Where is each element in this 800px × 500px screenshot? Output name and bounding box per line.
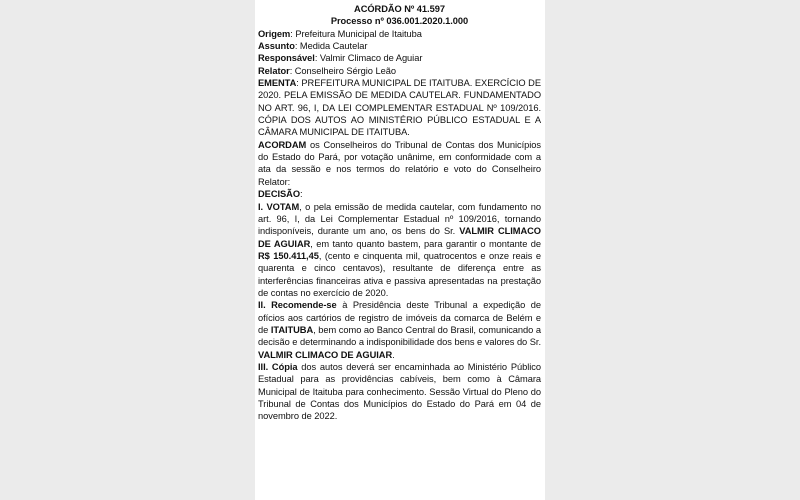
decisao-label: DECISÃO [258,189,301,200]
item-two-name: VALMIR CLIMACO DE AGUIAR [258,349,393,360]
item-one-amount: R$ 150.411,45 [258,250,319,261]
assunto-label: Assunto [258,41,295,52]
decisao-heading [258,188,541,200]
responsavel-field [258,52,541,64]
ementa-label: EMENTA [258,78,297,89]
item-two-city: ITAITUBA [270,324,314,335]
responsavel-value: : Valmir Climaco de Aguiar [314,53,423,64]
document-page [255,0,545,500]
item-two-text-b: , bem como ao Banco Central do Brasil, comunicando a decisão e determinando a indisponibilidade dos bens e valores do Sr. [258,324,541,348]
process-number: Processo nº 036.001.2020.1.000 [330,16,469,27]
item-one-paragraph [258,201,541,300]
item-one-text-c: , (cento e cinquenta mil, quatrocentos e onze reais e quarenta e cinco centavos), resultante de diferença entre as interferências financeiras ativa e passiva apresentadas na prestação de contas no exercício de 2020. [258,250,541,298]
left-background [0,0,255,500]
item-one-label: I. VOTAM [258,201,300,212]
responsavel-label: Responsável [258,53,315,64]
origem-field [258,28,541,40]
ementa-text: : PREFEITURA MUNICIPAL DE ITAITUBA. EXERCÍCIO DE 2020. PELA EMISSÃO DE MEDIDA CAUTELAR. FUNDAMENTADO NO ART. 96, I, DA LEI COMPLEMENTAR ESTADUAL Nº 109/2016. CÓPIA DOS AUTOS AO MINISTÉRIO PÚBLICO ESTADUAL E A CÂMARA MUNICIPAL DE ITAITUBA. [258,78,541,138]
right-background [545,0,800,500]
decisao-colon: : [300,189,303,200]
acordam-text: os Conselheiros do Tribunal de Contas dos Municípios do Estado do Pará, por votação unânime, em conformidade com a ata da sessão e nos termos do relatório e voto do Conselheiro Relator: [258,139,541,187]
item-two-label: II. Recomende-se [258,300,337,311]
acordam-paragraph [258,139,541,188]
item-three-paragraph [258,361,541,423]
acordam-label: ACORDAM [258,139,307,150]
relator-field [258,65,541,77]
item-two-text-c: . [392,349,395,360]
assunto-field [258,40,541,52]
item-two-text-a: à Presidência deste Tribunal a expedição de ofícios aos cartórios de registro de imóveis da comarca de Belém e de [258,300,542,335]
relator-value: : Conselheiro Sérgio Leão [289,65,396,76]
origem-label: Origem [258,28,291,39]
relator-label: Relator [258,65,290,76]
item-three-label: III. Cópia [258,361,298,372]
item-three-text: dos autos deverá ser encaminhada ao Ministério Público Estadual para as providências cabíveis, bem como à Câmara Municipal de Itaituba para conhecimento. Sessão Virtual do Pleno do Tribunal de Contas dos Municípios do Estado do Pará em 04 de novembro de 2022. [258,361,541,422]
assunto-value: : Medida Cautelar [294,41,368,52]
origem-value: : Prefeitura Municipal de Itaituba [290,28,422,39]
item-one-text-a: , o pela emissão de medida cautelar, com fundamento no art. 96, I, da Lei Complementar Estadual nº 109/2016, tornando indisponíveis, durante um ano, os bens do Sr. [258,201,542,237]
item-one-text-b: , em tanto quanto bastem, para garantir o montante de [310,238,542,249]
acordao-title: ACÓRDÃO Nº 41.597 [354,4,445,14]
ementa-paragraph [258,77,541,139]
item-one-name: VALMIR CLIMACO DE AGUIAR [258,226,541,249]
item-two-paragraph [258,299,541,361]
